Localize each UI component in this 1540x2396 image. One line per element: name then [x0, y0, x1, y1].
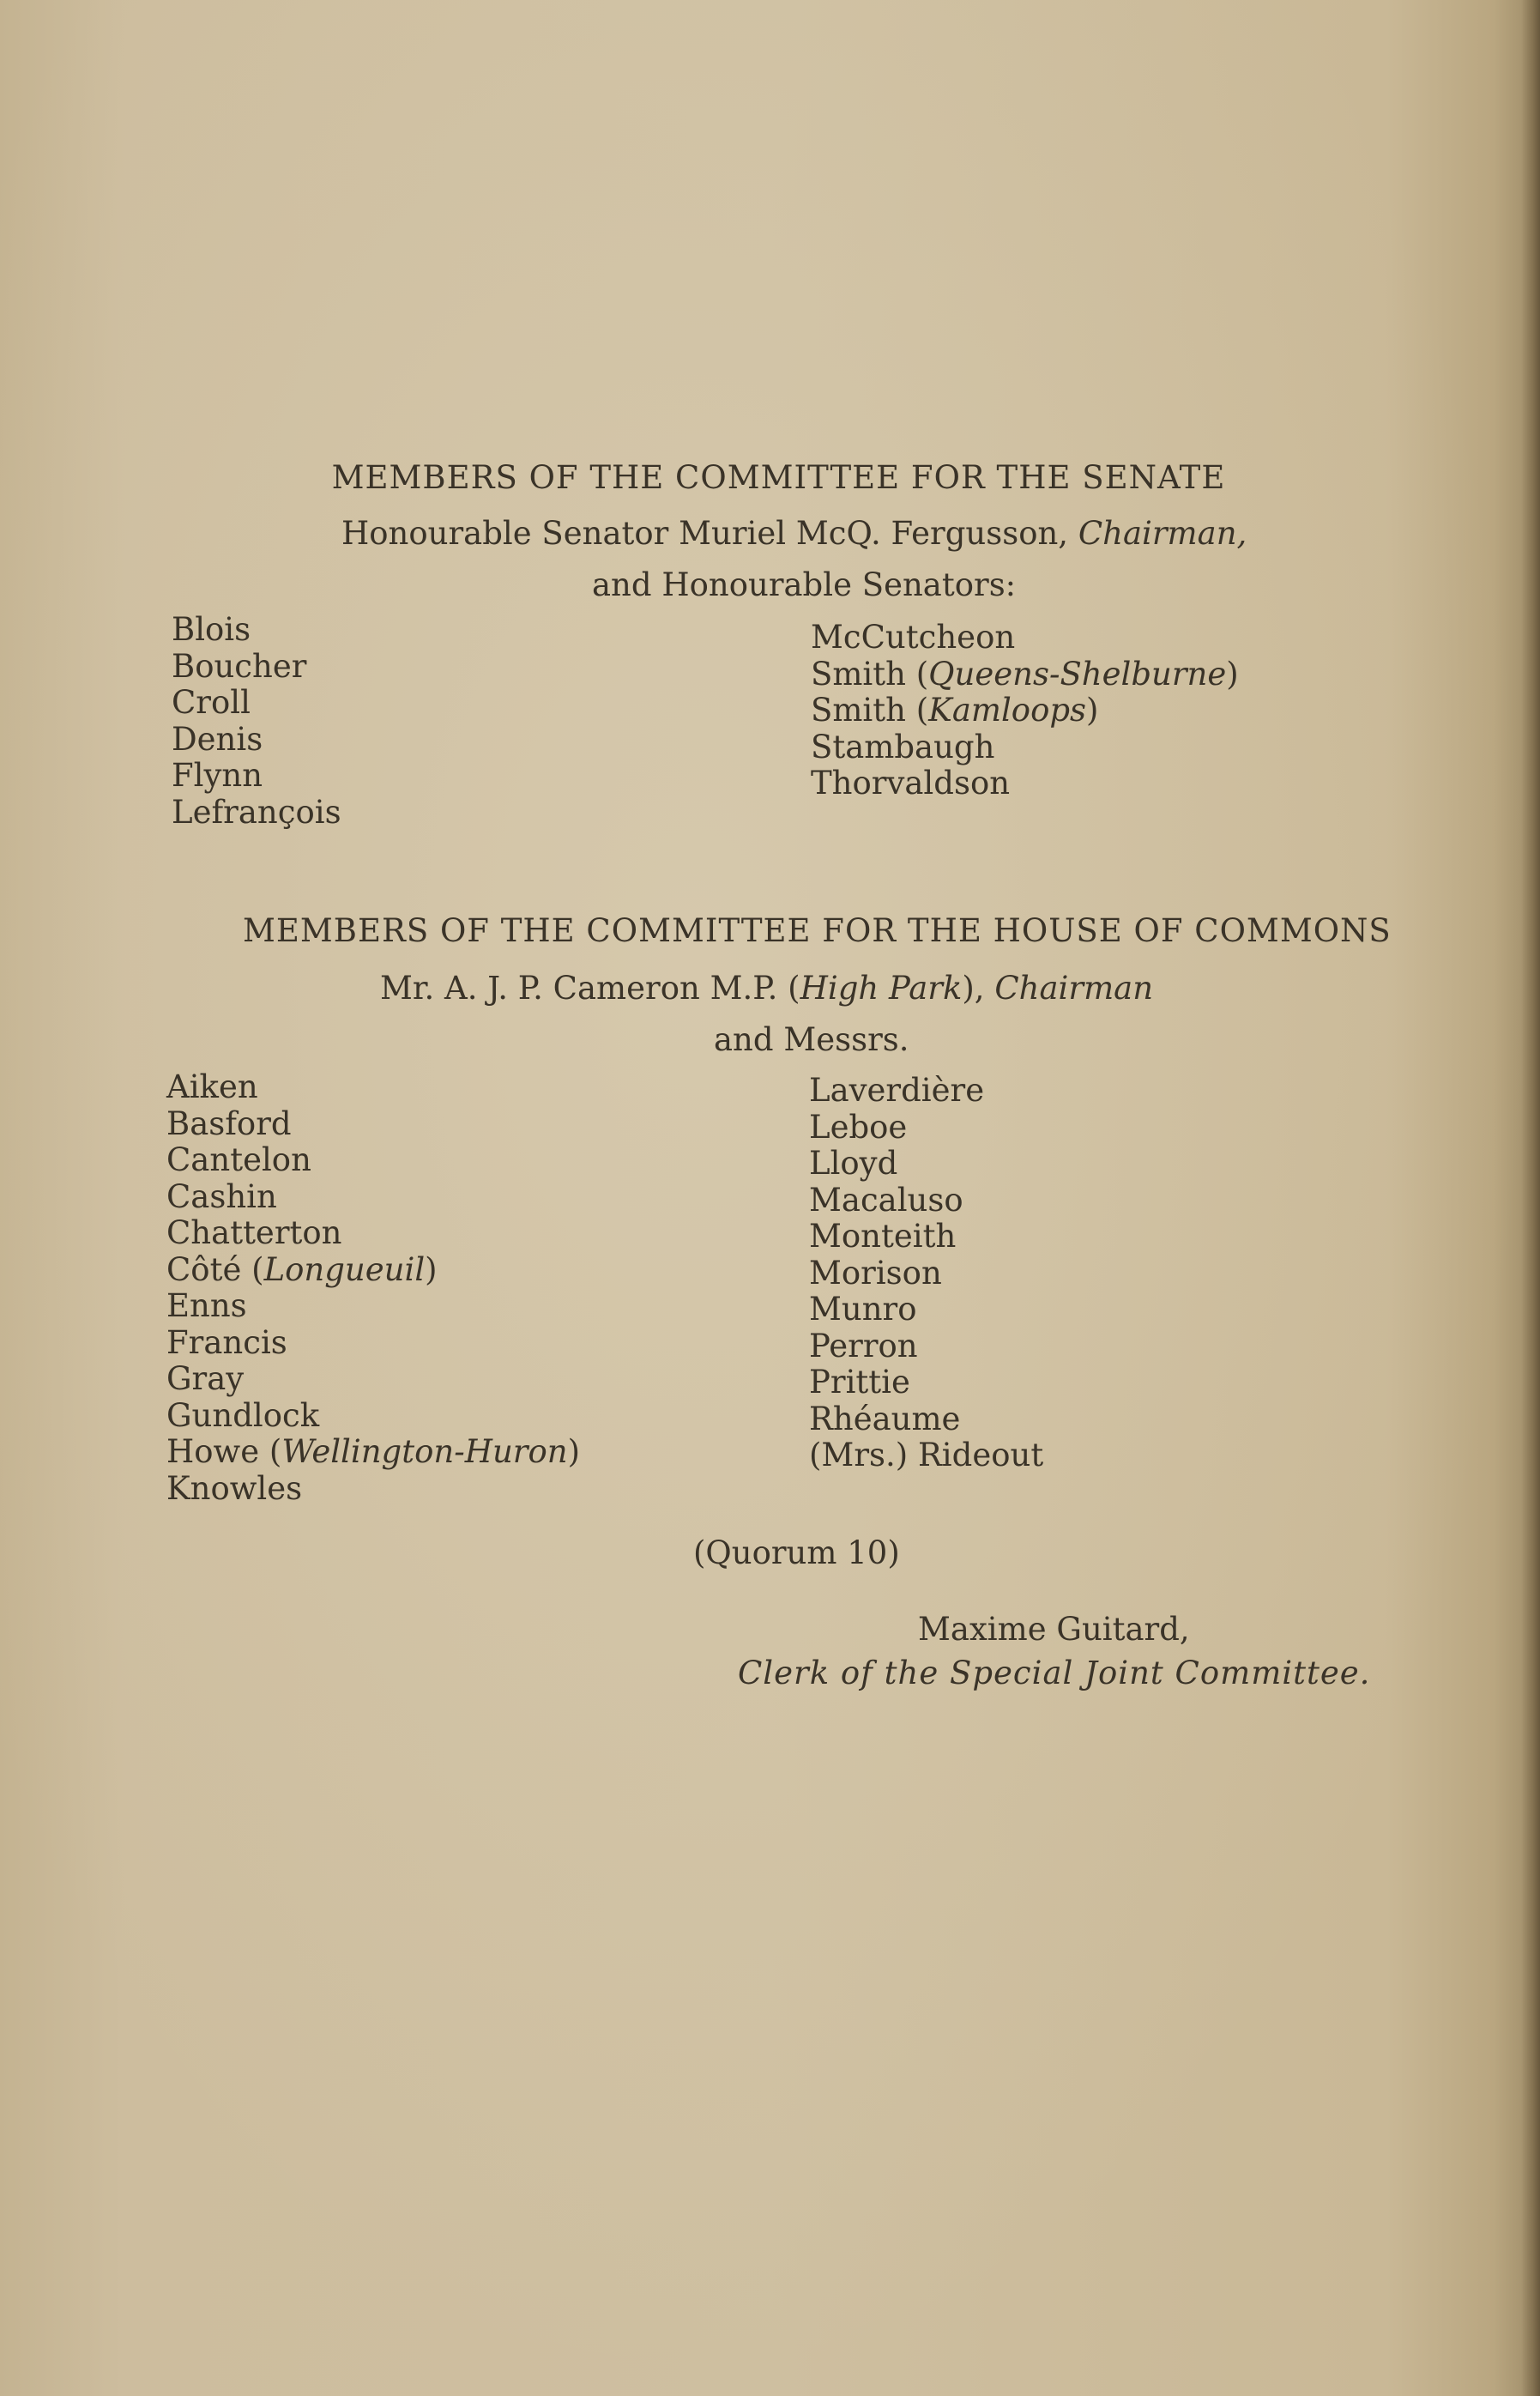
senate-chair-line [341, 515, 1247, 552]
member-name: Lloyd [809, 1145, 898, 1182]
member-name: Perron [809, 1327, 918, 1364]
member-name: Laverdière [809, 1072, 985, 1109]
member-surname: Basford [166, 1104, 292, 1142]
member-name: Denis [172, 720, 263, 758]
member-name: Prittie [809, 1364, 910, 1401]
member-surname: Enns [166, 1287, 247, 1324]
member-name [166, 1069, 580, 1106]
commons-left-column [166, 1069, 580, 1507]
member-name: (Mrs.) Rideout [809, 1437, 1044, 1473]
member-surname: Côté [166, 1250, 242, 1288]
senate-subline: and Honourable Senators: [592, 566, 1017, 603]
quorum-note: (Quorum 10) [693, 1534, 900, 1571]
commons-chair-name: Mr. A. J. P. Cameron M.P. [380, 970, 778, 1007]
member-name: Howe (Wellington-Huron) [166, 1433, 581, 1470]
member-surname: Francis [166, 1323, 287, 1361]
member-name [166, 1215, 580, 1252]
member-name: Morison [809, 1254, 942, 1292]
member-name: Smith (Queens-Shelburne) [811, 655, 1239, 693]
signature-name: Maxime Guitard, [918, 1611, 1190, 1648]
member-name: Flynn [172, 757, 263, 794]
member-surname: Smith [811, 692, 906, 729]
member-name: Boucher [172, 647, 307, 685]
member-name: Côté (Longueuil) [166, 1250, 438, 1288]
member-name: Rhéaume [809, 1400, 961, 1437]
senate-chair-name: Honourable Senator Muriel McQ. Fergusson, [341, 515, 1069, 552]
member-surname: Stambaugh [811, 728, 995, 765]
senate-heading: MEMBERS OF THE COMMITTEE FOR THE SENATE [331, 459, 1226, 496]
member-surname: McCutcheon [811, 619, 1016, 656]
member-riding: Queens-Shelburne [928, 655, 1227, 693]
member-name [166, 1179, 580, 1216]
commons-right-column [809, 1073, 1043, 1474]
commons-heading: MEMBERS OF THE COMMITTEE FOR THE HOUSE OF COMMONS [243, 912, 1392, 949]
member-surname: Cantelon [166, 1141, 311, 1178]
member-name [166, 1361, 580, 1398]
member-name: Blois [172, 611, 251, 648]
member-name [166, 1106, 580, 1143]
commons-subline: and Messrs. [714, 1021, 909, 1058]
member-name [166, 1398, 580, 1435]
member-name: Lefrançois [172, 793, 341, 831]
member-name [166, 1471, 580, 1508]
member-surname: Smith [811, 655, 906, 693]
member-name: Leboe [809, 1108, 908, 1146]
member-name [166, 1325, 580, 1362]
member-name [811, 729, 1239, 766]
member-surname: Chatterton [166, 1214, 342, 1251]
member-riding: Kamloops [928, 692, 1087, 729]
member-surname: Thorvaldson [811, 765, 1011, 802]
commons-chair-line: Mr. A. J. P. Cameron M.P. (High Park), Chairman [380, 970, 1154, 1007]
signature-title: Clerk of the Special Joint Committee. [738, 1655, 1371, 1691]
senate-right-column [811, 620, 1239, 802]
member-surname: Knowles [166, 1469, 303, 1507]
member-name: Monteith [809, 1218, 957, 1255]
member-surname: Howe [166, 1433, 260, 1470]
member-surname: Aiken [166, 1068, 258, 1105]
member-riding: Wellington-Huron [281, 1433, 568, 1470]
senate-chair-title: Chairman, [1078, 515, 1247, 552]
member-riding: Longueuil [263, 1250, 426, 1288]
member-name: Macaluso [809, 1181, 963, 1219]
member-surname: Gray [166, 1360, 245, 1397]
member-surname: Cashin [166, 1177, 277, 1215]
commons-chair-title: Chairman [994, 970, 1154, 1007]
member-name: Smith (Kamloops) [811, 692, 1099, 729]
member-name [811, 765, 1239, 802]
member-name [166, 1288, 580, 1325]
commons-chair-riding: High Park [800, 970, 963, 1007]
binding-edge [1521, 0, 1540, 2396]
member-name: Croll [172, 684, 251, 721]
member-surname: Gundlock [166, 1396, 320, 1434]
senate-left-column [172, 612, 341, 831]
member-name [166, 1142, 580, 1179]
member-name [811, 620, 1239, 656]
member-name: Munro [809, 1291, 917, 1328]
